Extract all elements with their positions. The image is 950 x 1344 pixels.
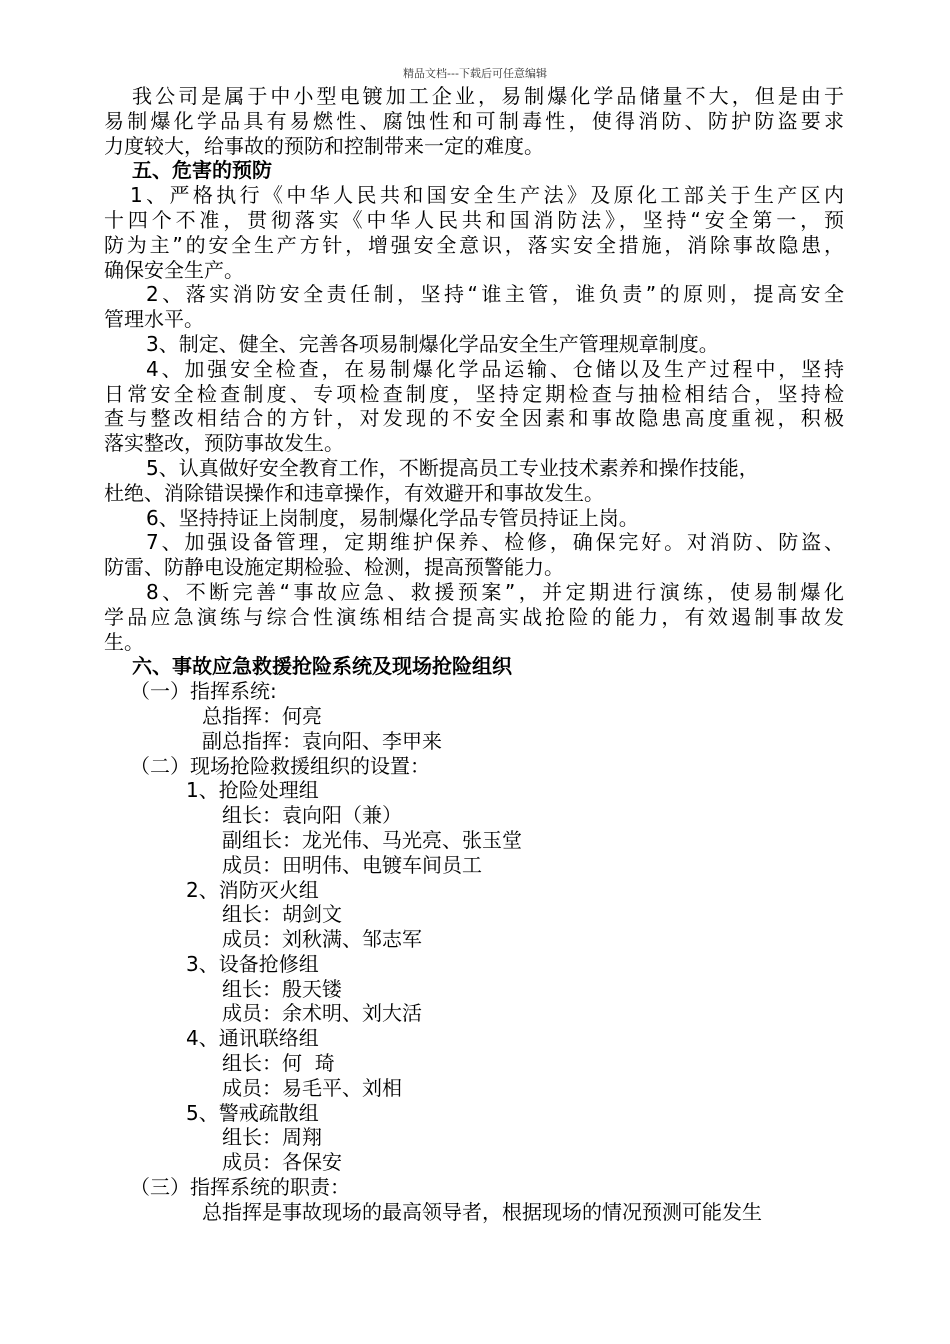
list-item: 组长：周翔 — [222, 1125, 322, 1150]
list-item: 成员：刘秋满、邹志军 — [222, 927, 422, 952]
paragraph-line: 易制爆化学品具有易燃性、腐蚀性和可制毒性，使得消防、防护防盗要求 — [104, 108, 844, 133]
list-item: 成员：易毛平、刘相 — [222, 1075, 402, 1100]
list-item: 组长：殷天镂 — [222, 976, 342, 1001]
paragraph-line: 管理水平。 — [104, 307, 204, 332]
paragraph-line: 查与整改相结合的方针，对发现的不安全因素和事故隐患高度重视，积极 — [104, 406, 844, 431]
paragraph-line: 5、认真做好安全教育工作，不断提高员工专业技术素养和操作技能， — [146, 455, 759, 480]
group-title: 1、抢险处理组 — [186, 778, 319, 803]
list-item: 成员：田明伟、电镀车间员工 — [222, 852, 482, 877]
paragraph-line: 3、制定、健全、完善各项易制爆化学品安全生产管理规章制度。 — [146, 331, 719, 356]
page-header: 精品文档---下载后可任意编辑 — [403, 67, 547, 80]
subsection-heading: （三）指挥系统的职责： — [130, 1175, 350, 1200]
paragraph-line: 力度较大，给事故的预防和控制带来一定的难度。 — [104, 133, 544, 158]
paragraph-line: 我公司是属于中小型电镀加工企业，易制爆化学品储量不大，但是由于 — [132, 84, 844, 108]
paragraph-line: 确保安全生产。 — [104, 257, 244, 282]
paragraph-line: 7、加强设备管理，定期维护保养、检修，确保完好。对消防、防盗、 — [146, 530, 844, 555]
subsection-heading: （二）现场抢险救援组织的设置： — [130, 753, 430, 778]
group-title: 2、消防灭火组 — [186, 877, 319, 902]
paragraph-line: 十四个不准，贯彻落实《中华人民共和国消防法》，坚持“安全第一，预 — [104, 207, 844, 232]
list-item: 成员：各保安 — [222, 1150, 342, 1175]
paragraph-line: 6、坚持持证上岗制度，易制爆化学品专管员持证上岗。 — [146, 505, 639, 530]
paragraph-line: 8、不断完善“事故应急、救援预案”，并定期进行演练，使易制爆化 — [146, 579, 844, 604]
list-item: 成员：余术明、刘大活 — [222, 1001, 422, 1026]
paragraph-line: 总指挥是事故现场的最高领导者，根据现场的情况预测可能发生 — [202, 1199, 762, 1224]
document-body — [104, 84, 844, 1225]
list-item: 组长：袁向阳（兼） — [222, 803, 402, 828]
paragraph-line: 日常安全检查制度、专项检查制度，坚持定期检查与抽检相结合，坚持检 — [104, 381, 844, 406]
subsection-heading: （一）指挥系统: — [130, 679, 277, 704]
paragraph-line: 2、落实消防安全责任制，坚持“谁主管，谁负责”的原则，提高安全 — [146, 282, 844, 307]
group-title: 5、警戒疏散组 — [186, 1100, 319, 1125]
list-item: 组长：何 琦 — [222, 1051, 335, 1076]
paragraph-line: 生。 — [104, 629, 144, 654]
paragraph-line: 落实整改，预防事故发生。 — [104, 431, 344, 456]
paragraph-line: 防雷、防静电设施定期检验、检测，提高预警能力。 — [104, 555, 564, 580]
section-heading: 五、危害的预防 — [132, 158, 272, 183]
list-item: 副总指挥：袁向阳、李甲来 — [202, 728, 442, 753]
paragraph-line: 1、严格执行《中华人民共和国安全生产法》及原化工部关于生产区内 — [130, 183, 844, 208]
list-item: 总指挥：何亮 — [202, 703, 322, 728]
group-title: 3、设备抢修组 — [186, 951, 319, 976]
paragraph-line: 学品应急演练与综合性演练相结合提高实战抢险的能力，有效遏制事故发 — [104, 604, 844, 629]
paragraph-line: 杜绝、消除错误操作和违章操作，有效避开和事故发生。 — [104, 480, 604, 505]
paragraph-line: 防为主”的安全生产方针，增强安全意识，落实安全措施，消除事故隐患， — [104, 232, 844, 257]
group-title: 4、通讯联络组 — [186, 1026, 319, 1051]
list-item: 副组长：龙光伟、马光亮、张玉堂 — [222, 827, 522, 852]
list-item: 组长：胡剑文 — [222, 902, 342, 927]
paragraph-line: 4、加强安全检查，在易制爆化学品运输、仓储以及生产过程中，坚持 — [146, 356, 844, 381]
section-heading: 六、事故应急救援抢险系统及现场抢险组织 — [132, 654, 512, 679]
